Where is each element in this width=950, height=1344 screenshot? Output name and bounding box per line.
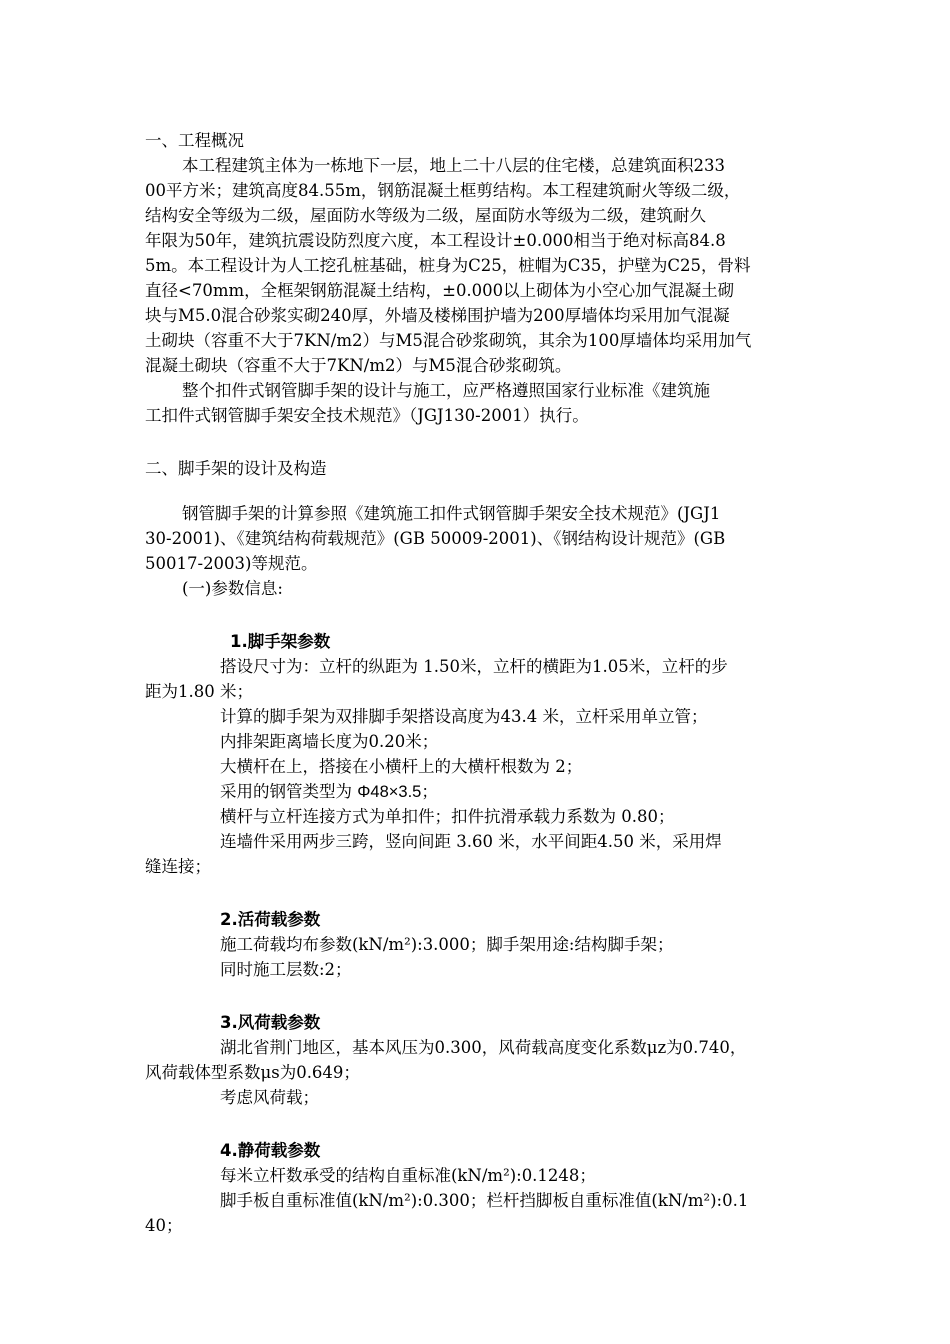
param-heading-static-load: 4.静荷载参数 — [220, 1141, 321, 1160]
subsection-label: (一)参数信息: — [182, 579, 283, 598]
paragraph-line: 工扣件式钢管脚手架安全技术规范》（JGJ130-2001）执行。 — [145, 406, 589, 425]
param-line: 湖北省荆门地区，基本风压为0.300，风荷载高度变化系数μz为0.740， — [220, 1038, 747, 1057]
param-line: 内排架距离墙长度为0.20米； — [220, 732, 439, 751]
param-line: 大横杆在上，搭接在小横杆上的大横杆根数为 2； — [220, 757, 583, 776]
param-line: 横杆与立杆连接方式为单扣件；扣件抗滑承载力系数为 0.80； — [220, 807, 675, 826]
param-line: 每米立杆数承受的结构自重标准(kN/m²):0.1248； — [220, 1166, 596, 1185]
pipe-type-value: Φ48×3.5 — [357, 783, 422, 801]
param-line-pipe-type — [145, 779, 815, 804]
paragraph-line: 年限为50年，建筑抗震设防烈度六度，本工程设计±0.000相当于绝对标高84.8 — [145, 231, 726, 250]
param-heading-live-load: 2.活荷载参数 — [220, 910, 321, 929]
paragraph-line: 混凝土砌块（容重不大于7KN/m2）与M5混合砂浆砌筑。 — [145, 356, 572, 375]
paragraph-line: 00平方米；建筑高度84.55m，钢筋混凝土框剪结构。本工程建筑耐火等级二级， — [145, 181, 741, 200]
paragraph-line: 结构安全等级为二级，屋面防水等级为二级，屋面防水等级为二级，建筑耐久 — [145, 206, 706, 225]
paragraph-line: 50017-2003)等规范。 — [145, 554, 318, 573]
paragraph-line: 土砌块（容重不大于7KN/m2）与M5混合砂浆砌筑，其余为100厚墙体均采用加气 — [145, 331, 752, 350]
paragraph-line: 钢管脚手架的计算参照《建筑施工扣件式钢管脚手架安全技术规范》(JGJ1 — [182, 504, 721, 523]
param-line: 考虑风荷载； — [220, 1088, 319, 1107]
document-body — [145, 128, 815, 1238]
section-heading-overview: 一、工程概况 — [145, 131, 244, 150]
param-line: 风荷载体型系数μs为0.649； — [145, 1063, 360, 1082]
paragraph-line: 直径<70mm，全框架钢筋混凝土结构，±0.000以上砌体为小空心加气混凝土砌 — [145, 281, 735, 300]
param-line: 搭设尺寸为：立杆的纵距为 1.50米，立杆的横距为1.05米，立杆的步 — [220, 657, 728, 676]
param-line: 40； — [145, 1216, 183, 1235]
pipe-type-end: ； — [421, 782, 438, 801]
param-line: 距为1.80 米； — [145, 682, 253, 701]
param-line: 同时施工层数:2； — [220, 960, 352, 979]
param-line: 连墙件采用两步三跨，竖向间距 3.60 米，水平间距4.50 米，采用焊 — [220, 832, 722, 851]
param-line: 缝连接； — [145, 857, 211, 876]
paragraph-line: 块与M5.0混合砂浆实砌240厚，外墙及楼梯围护墙为200厚墙体均采用加气混凝 — [145, 306, 730, 325]
param-line: 施工荷载均布参数(kN/m²):3.000；脚手架用途:结构脚手架； — [220, 935, 674, 954]
paragraph-line: 本工程建筑主体为一栋地下一层，地上二十八层的住宅楼，总建筑面积233 — [182, 156, 725, 175]
param-heading-wind-load: 3.风荷载参数 — [220, 1013, 321, 1032]
paragraph-line: 5m。本工程设计为人工挖孔桩基础，桩身为C25，桩帽为C35，护壁为C25，骨料 — [145, 256, 751, 275]
paragraph-line: 30-2001)、《建筑结构荷载规范》(GB 50009-2001)、《钢结构设计规范》(GB — [145, 529, 726, 548]
param-line: 脚手板自重标准值(kN/m²):0.300；栏杆挡脚板自重标准值(kN/m²):0.1 — [220, 1191, 749, 1210]
section-heading-scaffold-design: 二、脚手架的设计及构造 — [145, 459, 327, 478]
param-heading-scaffold: 1.脚手架参数 — [230, 632, 331, 651]
param-line: 计算的脚手架为双排脚手架搭设高度为43.4 米，立杆采用单立管； — [220, 707, 708, 726]
paragraph-line: 整个扣件式钢管脚手架的设计与施工，应严格遵照国家行业标准《建筑施 — [182, 381, 710, 400]
pipe-type-label: 采用的钢管类型为 — [220, 782, 358, 801]
